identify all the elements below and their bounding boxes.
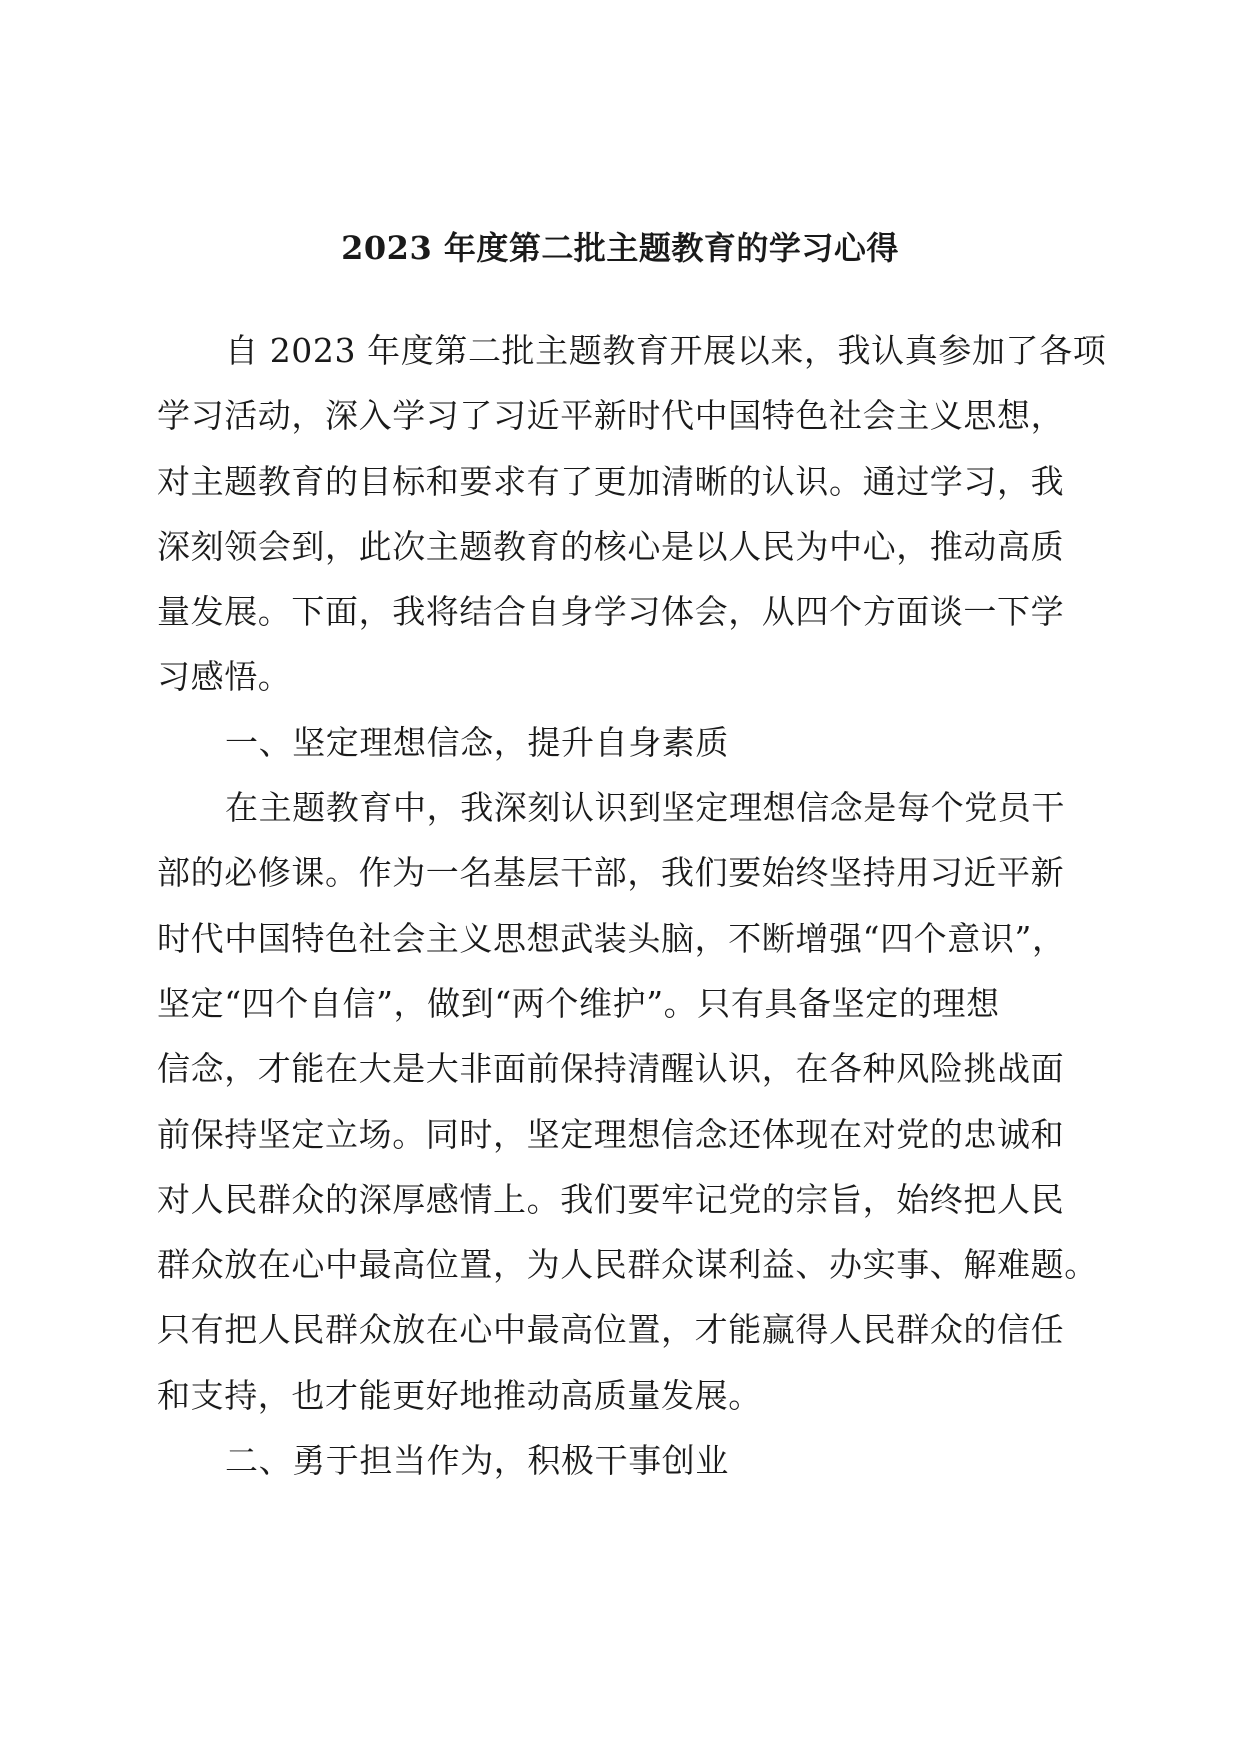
body-line: 群众放在心中最高位置，为人民群众谋利益、办实事、解难题。 [157, 1245, 1098, 1285]
body-line: 坚定“四个自信”，做到“两个维护”。只有具备坚定的理想 [157, 983, 1000, 1023]
body-line: 只有把人民群众放在心中最高位置，才能赢得人民群众的信任 [157, 1310, 1065, 1350]
body-line: 时代中国特色社会主义思想武装头脑，不断增强“四个意识”， [157, 918, 1066, 958]
body-line: 习感悟。 [157, 657, 292, 697]
body-line: 自 2023 年度第二批主题教育开展以来，我认真参加了各项 [225, 331, 1107, 370]
document-body [157, 318, 1107, 1493]
body-line: 和支持，也才能更好地推动高质量发展。 [157, 1375, 762, 1415]
section-heading: 二、勇于担当作为，积极干事创业 [225, 1441, 729, 1481]
body-line: 量发展。下面，我将结合自身学习体会，从四个方面谈一下学 [157, 592, 1065, 632]
document-title: 2023 年度第二批主题教育的学习心得 [341, 229, 899, 267]
body-line: 在主题教育中，我深刻认识到坚定理想信念是每个党员干 [225, 788, 1065, 828]
body-line: 部的必修课。作为一名基层干部，我们要始终坚持用习近平新 [157, 853, 1065, 893]
body-line: 深刻领会到，此次主题教育的核心是以人民为中心，推动高质 [157, 526, 1065, 566]
body-line: 前保持坚定立场。同时，坚定理想信念还体现在对党的忠诚和 [157, 1114, 1065, 1154]
body-line: 对人民群众的深厚感情上。我们要牢记党的宗旨，始终把人民 [157, 1179, 1065, 1219]
body-line: 对主题教育的目标和要求有了更加清晰的认识。通过学习，我 [157, 461, 1065, 501]
body-line: 学习活动，深入学习了习近平新时代中国特色社会主义思想， [157, 396, 1065, 436]
section-heading: 一、坚定理想信念，提升自身素质 [225, 722, 729, 762]
body-line: 信念，才能在大是大非面前保持清醒认识，在各种风险挑战面 [157, 1049, 1065, 1089]
